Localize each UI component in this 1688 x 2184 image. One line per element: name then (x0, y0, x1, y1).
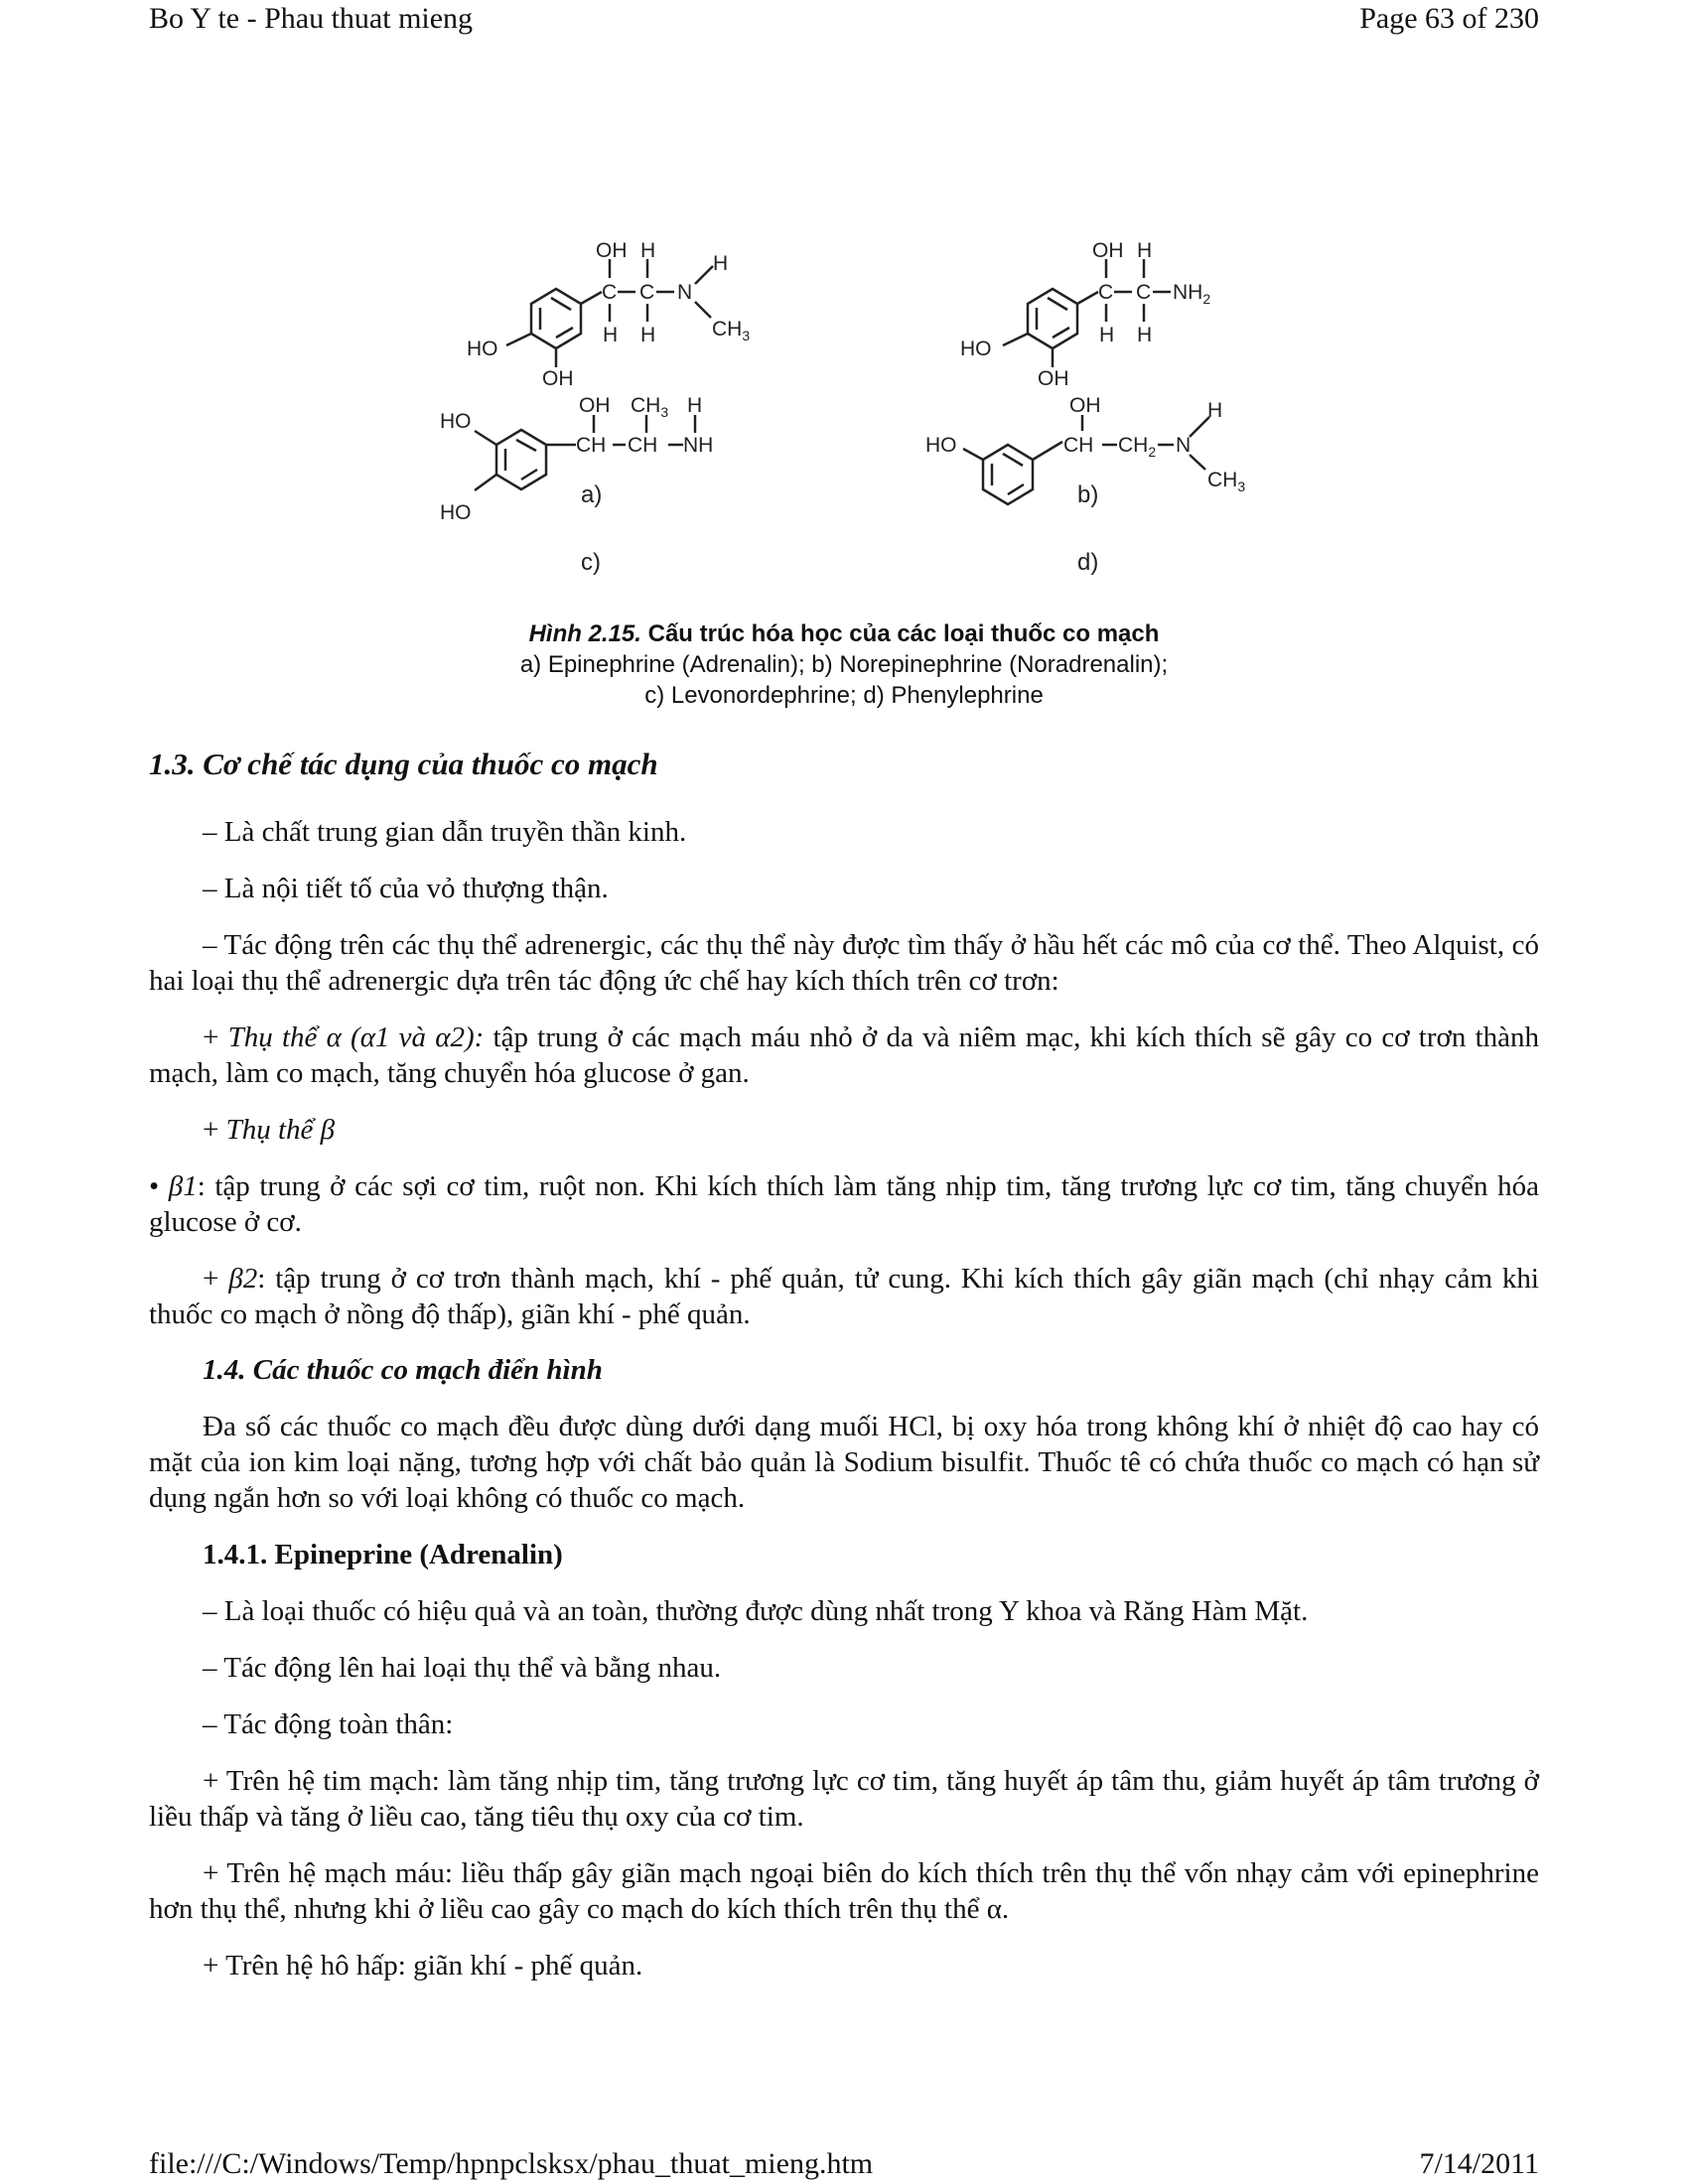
atom-ho: HO (960, 338, 992, 360)
subscript-3: 3 (660, 404, 669, 420)
figure-caption (0, 618, 1688, 711)
atom-h: H (640, 324, 656, 346)
atom-h: H (640, 239, 656, 262)
atom-oh: OH (1092, 239, 1124, 262)
atom-oh: OH (579, 394, 611, 417)
paragraph: + Trên hệ mạch máu: liều thấp gây giãn mạch ngoại biên do kích thích trên thụ thể vốn nhạy cảm với epinephrine hơn thụ thể, nhưng khi ở liều cao gây co mạch do kích thích trên thụ thể α. (149, 1857, 1539, 1925)
label-b: b) (1077, 481, 1099, 508)
atom-nh: NH (683, 434, 714, 457)
atom-ch2 (1118, 434, 1156, 460)
label-d: d) (1077, 549, 1099, 576)
subscript-3: 3 (1237, 478, 1246, 494)
atom-h: H (1207, 399, 1223, 422)
atom-c: C (639, 281, 655, 304)
paragraph: + Trên hệ tim mạch: làm tăng nhịp tim, tăng trương lực cơ tim, tăng huyết áp tâm thu, giảm huyết áp tâm trương ở liều thấp và tăng ở liều cao, tăng tiêu thụ oxy của cơ tim. (149, 1765, 1539, 1833)
atom-ho: HO (467, 338, 498, 360)
italic-term: Thụ thể β (225, 1114, 336, 1146)
paragraph-text: : tập trung ở cơ trơn thành mạch, khí - phế quản, tử cung. Khi kích thích gây giãn mạch (chỉ nhạy cảm khi thuốc co mạch ở nồng độ thấp), giãn khí - phế quản. (149, 1263, 1539, 1330)
paragraph-beta-receptor (149, 1112, 1539, 1148)
atom-oh: OH (596, 239, 628, 262)
bullet-lead: + (203, 1263, 229, 1295)
atom-ch3 (631, 394, 668, 420)
subscript-3: 3 (742, 328, 751, 343)
paragraph: – Tác động toàn thân: (203, 1708, 454, 1740)
paragraph-alpha-receptor (149, 1020, 1539, 1091)
atom-ch: CH (576, 434, 607, 457)
page-header-title: Bo Y te - Phau thuat mieng (149, 2, 474, 35)
section-heading-1-4: 1.4. Các thuốc co mạch điển hình (203, 1354, 603, 1386)
chemical-structures-figure (0, 147, 1688, 594)
atom-h: H (603, 324, 619, 346)
page-number: Page 63 of 230 (1359, 2, 1539, 35)
bullet-lead: + (203, 1022, 228, 1053)
subscript-2: 2 (1202, 291, 1211, 307)
atom-h: H (1137, 324, 1153, 346)
atom-oh: OH (1069, 394, 1101, 417)
atom-c: C (1136, 281, 1152, 304)
paragraph: – Tác động lên hai loại thụ thể và bằng nhau. (203, 1652, 722, 1684)
caption-line-3: c) Levonordephrine; d) Phenylephrine (644, 682, 1044, 709)
paragraph-text: tập trung ở các mạch máu nhỏ ở da và niêm mạc, khi kích thích sẽ gây co cơ trơn thành mạch, làm co mạch, tăng chuyển hóa glucose ở gan. (149, 1022, 1540, 1089)
paragraph: + Trên hệ hô hấp: giãn khí - phế quản. (203, 1950, 643, 1981)
atom-c: C (1098, 281, 1114, 304)
italic-term: Thụ thể α (α1 và α2): (227, 1022, 485, 1053)
atom-nh2-base: NH (1173, 281, 1203, 304)
structure-b (960, 239, 1210, 508)
document-body (149, 747, 1539, 2004)
caption-figure-number: Hình 2.15. (528, 620, 641, 647)
atom-ch: CH (628, 434, 658, 457)
caption-line-2: a) Epinephrine (Adrenalin); b) Norepinephrine (Noradrenalin); (519, 651, 1169, 678)
atom-nh2 (1173, 281, 1210, 307)
atom-oh: OH (1038, 367, 1069, 390)
atom-ch3-base: CH (631, 394, 661, 417)
bullet-lead: • (149, 1170, 169, 1202)
atom-ch3-base: CH (1207, 469, 1238, 491)
caption-title (0, 618, 1688, 649)
atom-ch3 (1207, 469, 1245, 494)
atom-ch3-base: CH (712, 318, 743, 341)
subscript-2: 2 (1148, 444, 1157, 460)
paragraph-beta2 (149, 1261, 1539, 1332)
paragraph-text: : tập trung ở các sợi cơ tim, ruột non. Khi kích thích làm tăng nhịp tim, tăng trương lực cơ tim, tăng chuyển hóa glucose ở cơ. (149, 1170, 1540, 1238)
atom-ho: HO (440, 501, 472, 524)
caption-title-text: Cấu trúc hóa học của các loại thuốc co mạch (640, 620, 1160, 647)
paragraph: – Là nội tiết tố của vỏ thượng thận. (203, 873, 609, 904)
atom-n: N (677, 281, 693, 304)
paragraph: – Là chất trung gian dẫn truyền thần kinh. (203, 816, 687, 848)
italic-term: β2 (228, 1263, 258, 1295)
page-footer-date: 7/14/2011 (1419, 2147, 1539, 2180)
paragraph-beta1 (149, 1168, 1539, 1240)
paragraph: – Là loại thuốc có hiệu quả và an toàn, thường được dùng nhất trong Y khoa và Răng Hàm Mặt. (203, 1595, 1309, 1627)
section-heading-1-4-1: 1.4.1. Epineprine (Adrenalin) (203, 1539, 563, 1570)
atom-ho: HO (925, 434, 957, 457)
atom-ch2-base: CH (1118, 434, 1149, 457)
paragraph: Đa số các thuốc co mạch đều được dùng dưới dạng muối HCl, bị oxy hóa trong không khí ở nhiệt độ cao hay có mặt của ion kim loại nặng, tương hợp với chất bảo quản là Sodium bisulfit. Thuốc tê có chứa thuốc co mạch có hạn sử dụng ngắn hơn so với loại không có thuốc co mạch. (149, 1411, 1539, 1514)
atom-c: C (602, 281, 618, 304)
page-footer-url: file:///C:/Windows/Temp/hpnpclsksx/phau_thuat_mieng.htm (149, 2147, 874, 2180)
chemical-structures-svg (0, 147, 1688, 594)
structure-a (467, 239, 750, 508)
atom-n: N (1176, 434, 1192, 457)
italic-term: β1 (168, 1170, 198, 1202)
atom-oh: OH (542, 367, 574, 390)
label-a: a) (581, 481, 603, 508)
atom-h: H (1137, 239, 1153, 262)
bullet-lead: + (203, 1114, 226, 1146)
atom-ch3 (712, 318, 750, 343)
label-c: c) (581, 549, 601, 576)
paragraph: – Tác động trên các thụ thể adrenergic, các thụ thể này được tìm thấy ở hầu hết các mô của cơ thể. Theo Alquist, có hai loại thụ thể adrenergic dựa trên tác động ức chế hay kích thích trên cơ trơn: (149, 929, 1539, 997)
structure-c (440, 394, 713, 576)
section-heading-1-3: 1.3. Cơ chế tác dụng của thuốc co mạch (149, 747, 658, 781)
atom-ho: HO (440, 410, 472, 433)
atom-ch: CH (1063, 434, 1094, 457)
atom-h: H (687, 394, 703, 417)
atom-h: H (713, 252, 729, 275)
atom-h: H (1099, 324, 1115, 346)
